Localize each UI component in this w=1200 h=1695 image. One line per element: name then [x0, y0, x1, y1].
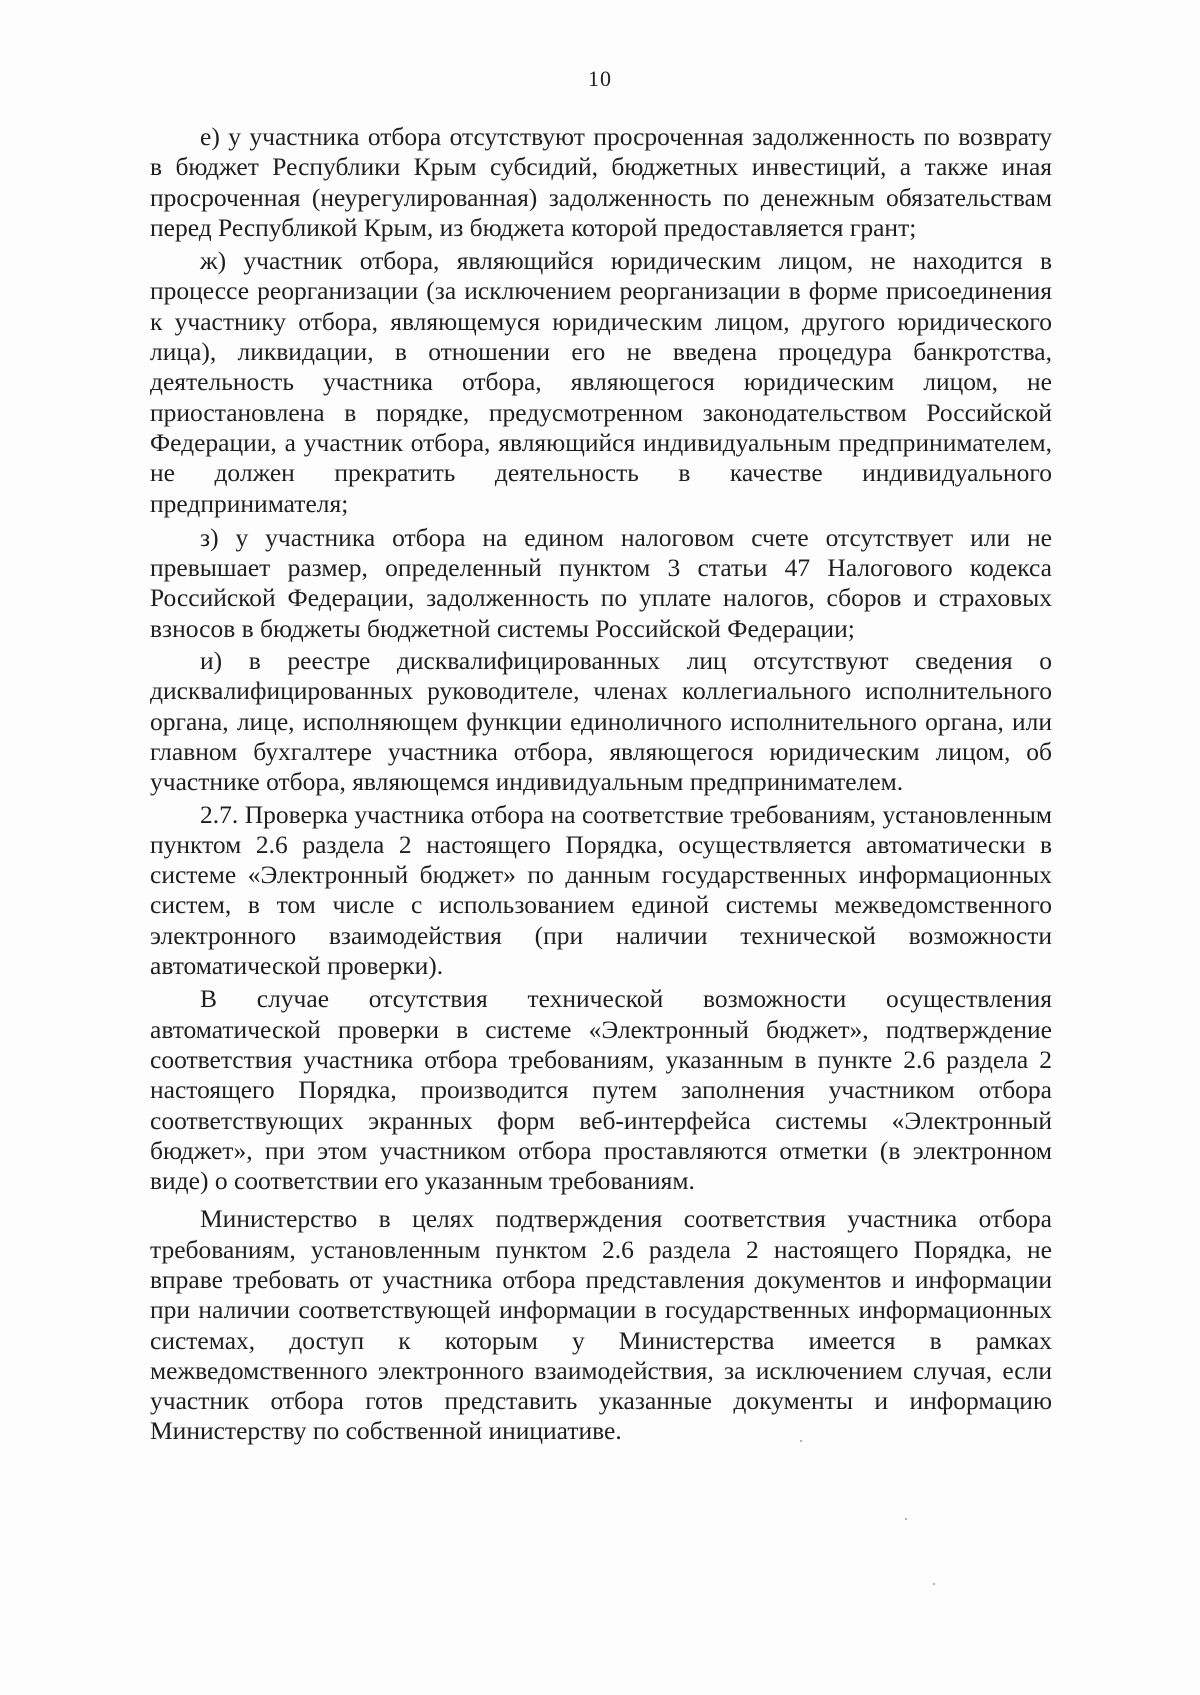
- paragraph-z-tax-account: з) у участника отбора на едином налоговом счете отсутствует или не превышает размер, определенный пунктом 3 статьи 47 Налогового кодекса Российской Федерации, задолженность по уплате налогов, сборов и страховых взносов в бюджеты бюджетной системы Российской Федерации;: [150, 522, 1052, 643]
- page-number: 10: [588, 66, 612, 91]
- paragraph-manual-confirmation: В случае отсутствия технической возможности осуществления автоматической проверки в системе «Электронный бюджет», подтверждение соответствия участника отбора требованиям, указанным в пункте 2.6 раздела 2 настоящего Порядка, производится путем заполнения участником отбора соответствующих экранных форм веб-интерфейса системы «Электронный бюджет», при этом участником отбора проставляются отметки (в электронном виде) о соответствии его указанным требованиям.: [150, 984, 1052, 1196]
- document-body: [150, 122, 1052, 1447]
- paragraph-i-disqualified-registry: и) в реестре дисквалифицированных лиц отсутствуют сведения о дисквалифицированных руководителе, членах коллегиального исполнительного органа, лице, исполняющем функции единоличного исполнительного органа, или главном бухгалтере участника отбора, являющегося юридическим лицом, об участнике отбора, являющемся индивидуальным предпринимателем.: [150, 646, 1052, 797]
- scan-speck: [905, 1518, 907, 1520]
- scan-speck: [933, 1583, 935, 1585]
- paragraph-zh-reorganization: ж) участник отбора, являющийся юридическим лицом, не находится в процессе реорганизации (за исключением реорганизации в форме присоединения к участнику отбора, являющемуся юридическим лицом, другого юридического лица), ликвидации, в отношении его не введена процедура банкротства, деятельность участника отбора, являющегося юридическим лицом, не приостановлена в порядке, предусмотренном законодательством Российской Федерации, а участник отбора, являющийся индивидуальным предпринимателем, не должен прекратить деятельность в качестве индивидуального предпринимателя;: [150, 246, 1052, 518]
- paragraph-ministry-requests: Министерство в целях подтверждения соответствия участника отбора требованиям, установленным пунктом 2.6 раздела 2 настоящего Порядка, не вправе требовать от участника отбора представления документов и информации при наличии соответствующей информации в государственных информационных системах, доступ к которым у Министерства имеется в рамках межведомственного электронного взаимодействия, за исключением случая, если участник отбора готов представить указанные документы и информацию Министерству по собственной инициативе.: [150, 1204, 1052, 1446]
- scan-speck: [800, 1440, 802, 1442]
- paragraph-e-debt: е) у участника отбора отсутствуют просроченная задолженность по возврату в бюджет Республики Крым субсидий, бюджетных инвестиций, а также иная просроченная (неурегулированная) задолженность по денежным обязательствам перед Республикой Крым, из бюджета которой предоставляется грант;: [150, 122, 1052, 242]
- paragraph-2-7-verification: 2.7. Проверка участника отбора на соответствие требованиям, установленным пунктом 2.6 раздела 2 настоящего Порядка, осуществляется автоматически в системе «Электронный бюджет» по данным государственных информационных систем, в том числе с использованием единой системы межведомственного электронного взаимодействия (при наличии технической возможности автоматической проверки).: [150, 799, 1052, 981]
